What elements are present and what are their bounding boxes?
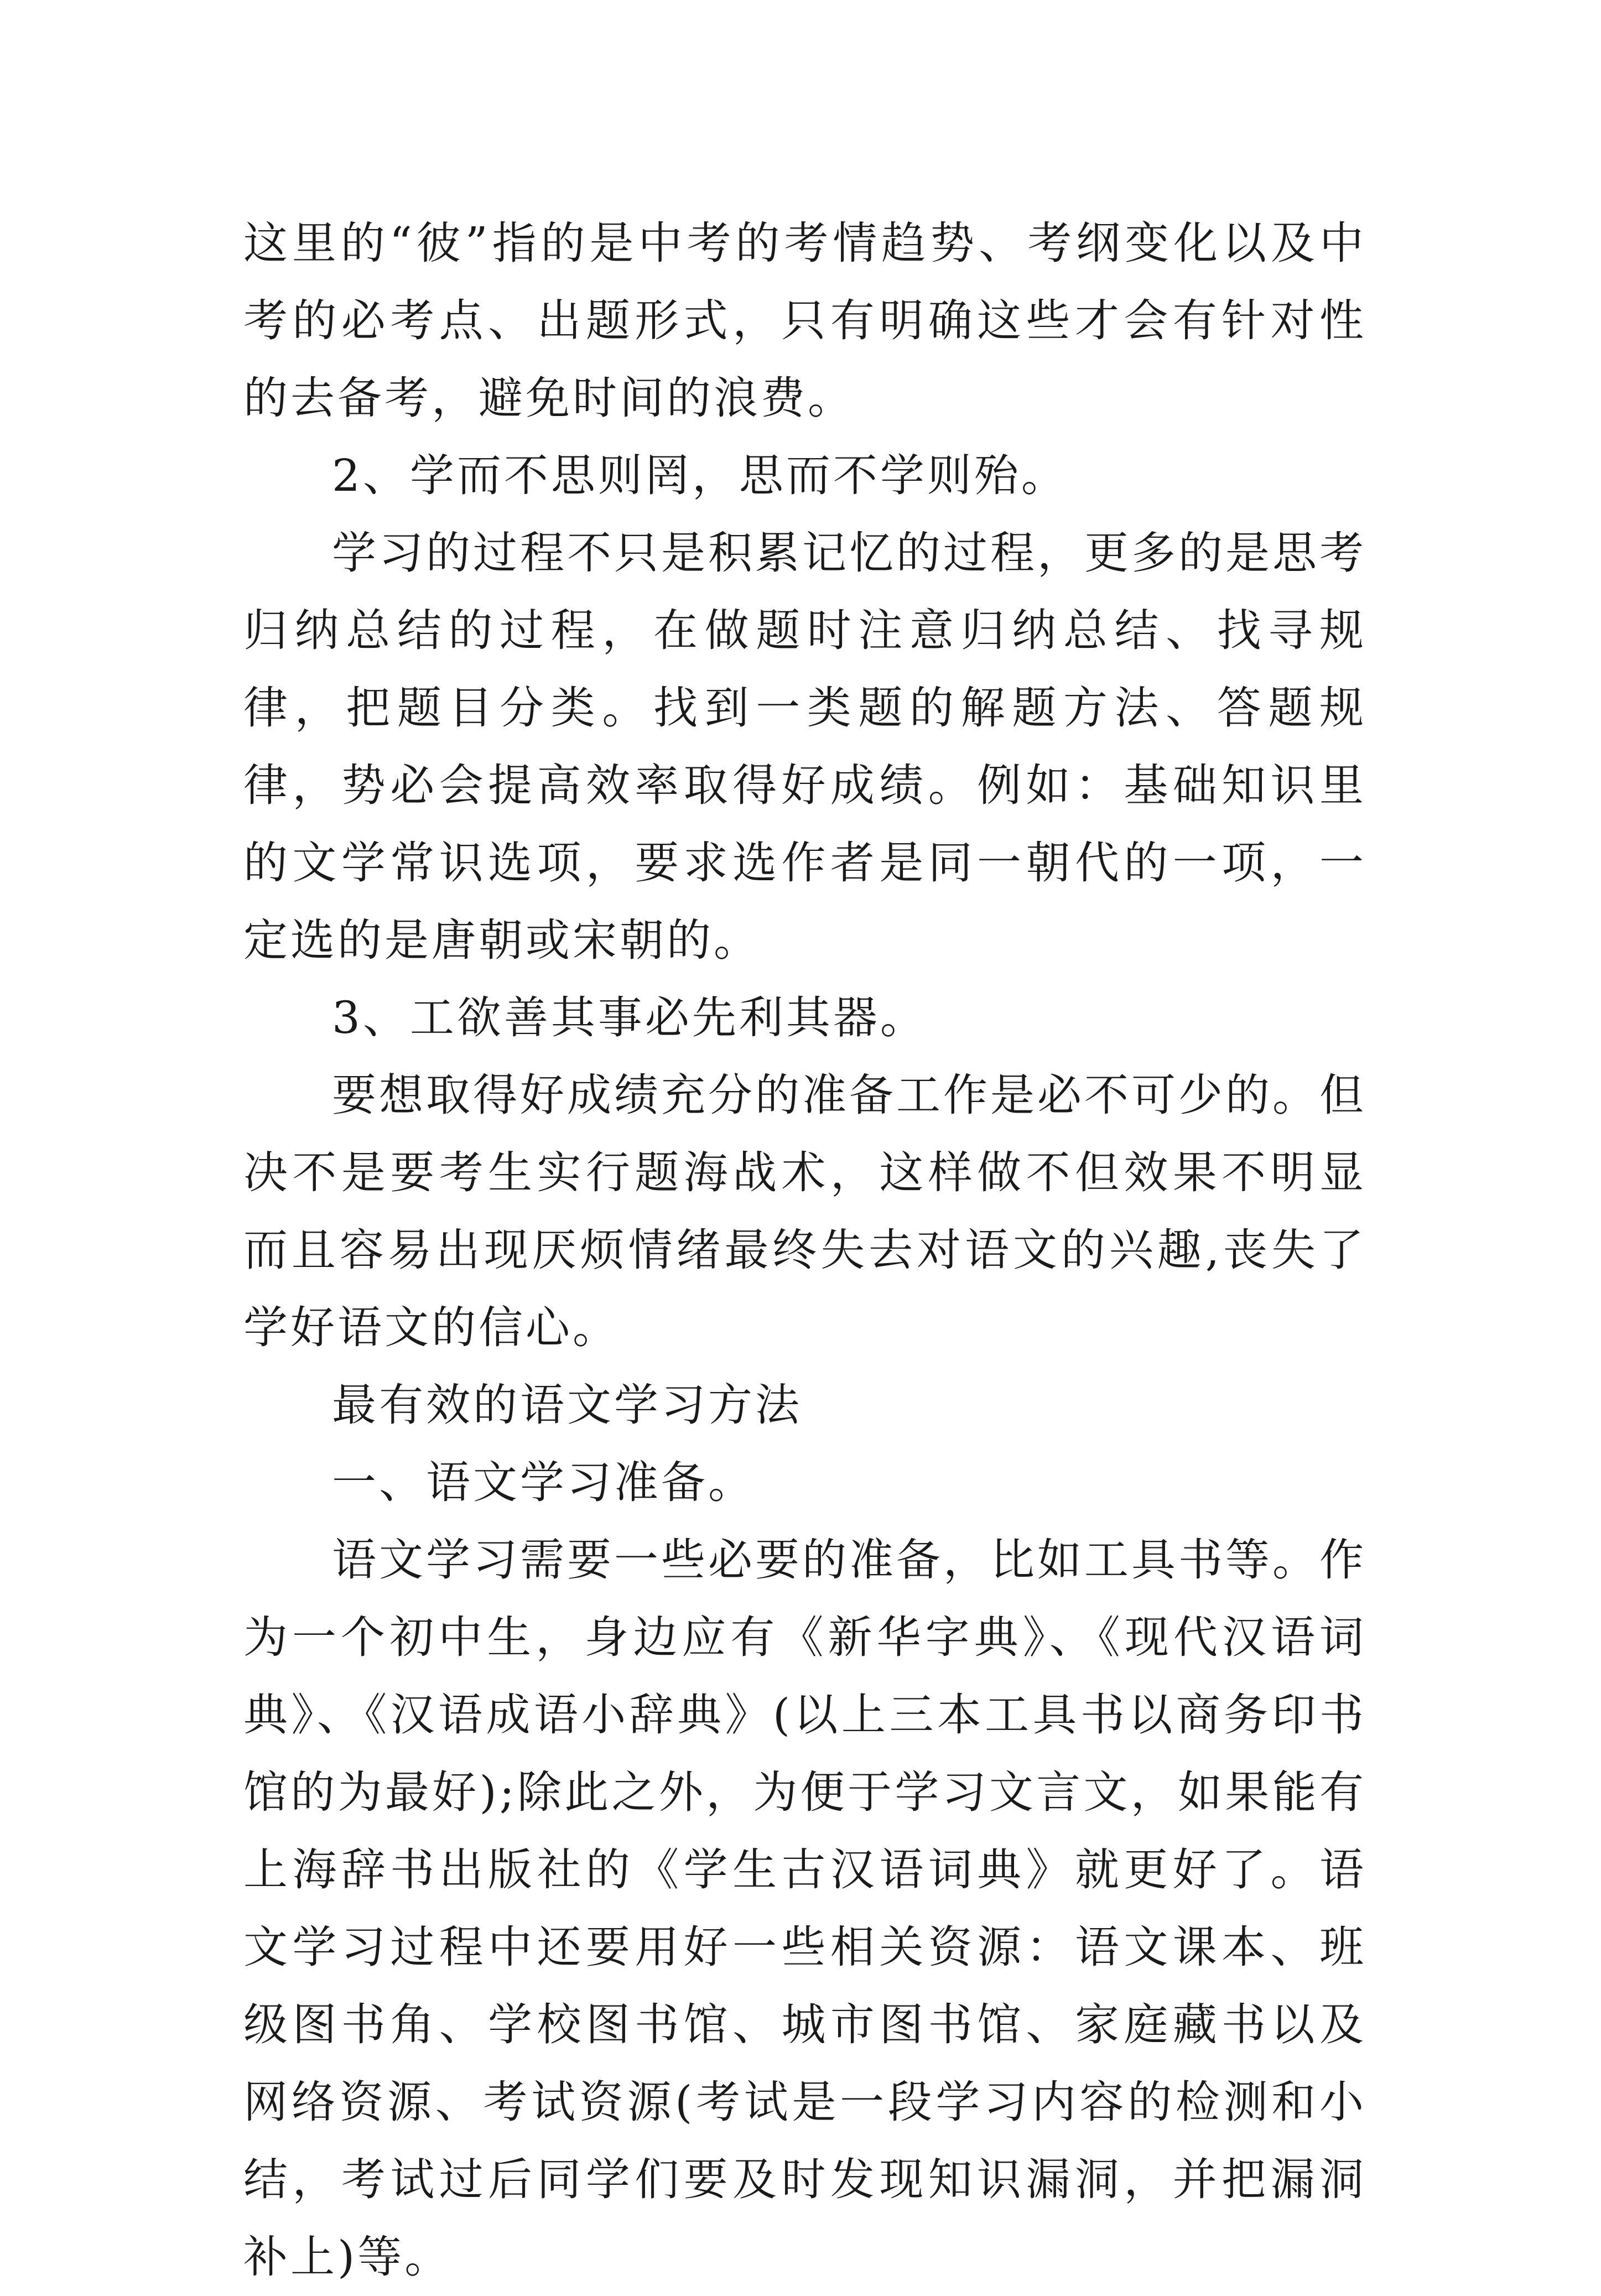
section-title: 最有效的语文学习方法 [332,1379,802,1431]
paragraph-intro-continuation: 这里的“彼”指的是中考的考情趋势、考纲变化以及中考的必考点、出题形式，只有明确这些才会有针对性的去备考，避免时间的浪费。 [243,217,1366,424]
paragraph-body-section-1: 语文学习需要一些必要的准备，比如工具书等。作为一个初中生，身边应有《新华字典》、《现代汉语词典》、《汉语成语小辞典》(以上三本工具书以商务印书馆的为最好);除此之外，为便于学习文言文，如果能有上海辞书出版社的《学生古汉语词典》就更好了。语文学习过程中还要用好一些相关资源：语文课本、班级图书角、学校图书馆、城市图书馆、家庭藏书以及网络资源、考试资源(考试是一段学习内容的检测和小结，考试过后同学们要及时发现知识漏洞，并把漏洞补上)等。 [243,1534,1366,2283]
paragraph-body-3: 要想取得好成绩充分的准备工作是必不可少的。但决不是要考生实行题海战术，这样做不但效果不明显而且容易出现厌烦情绪最终失去对语文的兴趣,丧失了学好语文的信心。 [243,1069,1366,1353]
document-body [243,205,1366,2296]
paragraph-heading-3: 3、工欲善其事必先利其器。 [332,992,927,1043]
paragraph-heading-2: 2、学而不思则罔，思而不学则殆。 [332,450,1068,501]
paragraph-heading-section-1: 一、语文学习准备。 [332,1457,755,1508]
paragraph-body-2: 学习的过程不只是积累记忆的过程，更多的是思考归纳总结的过程，在做题时注意归纳总结、找寻规律，把题目分类。找到一类题的解题方法、答题规律，势必会提高效率取得好成绩。例如：基础知识里的文学常识选项，要求选作者是同一朝代的一项，一定选的是唐朝或宋朝的。 [243,527,1366,966]
